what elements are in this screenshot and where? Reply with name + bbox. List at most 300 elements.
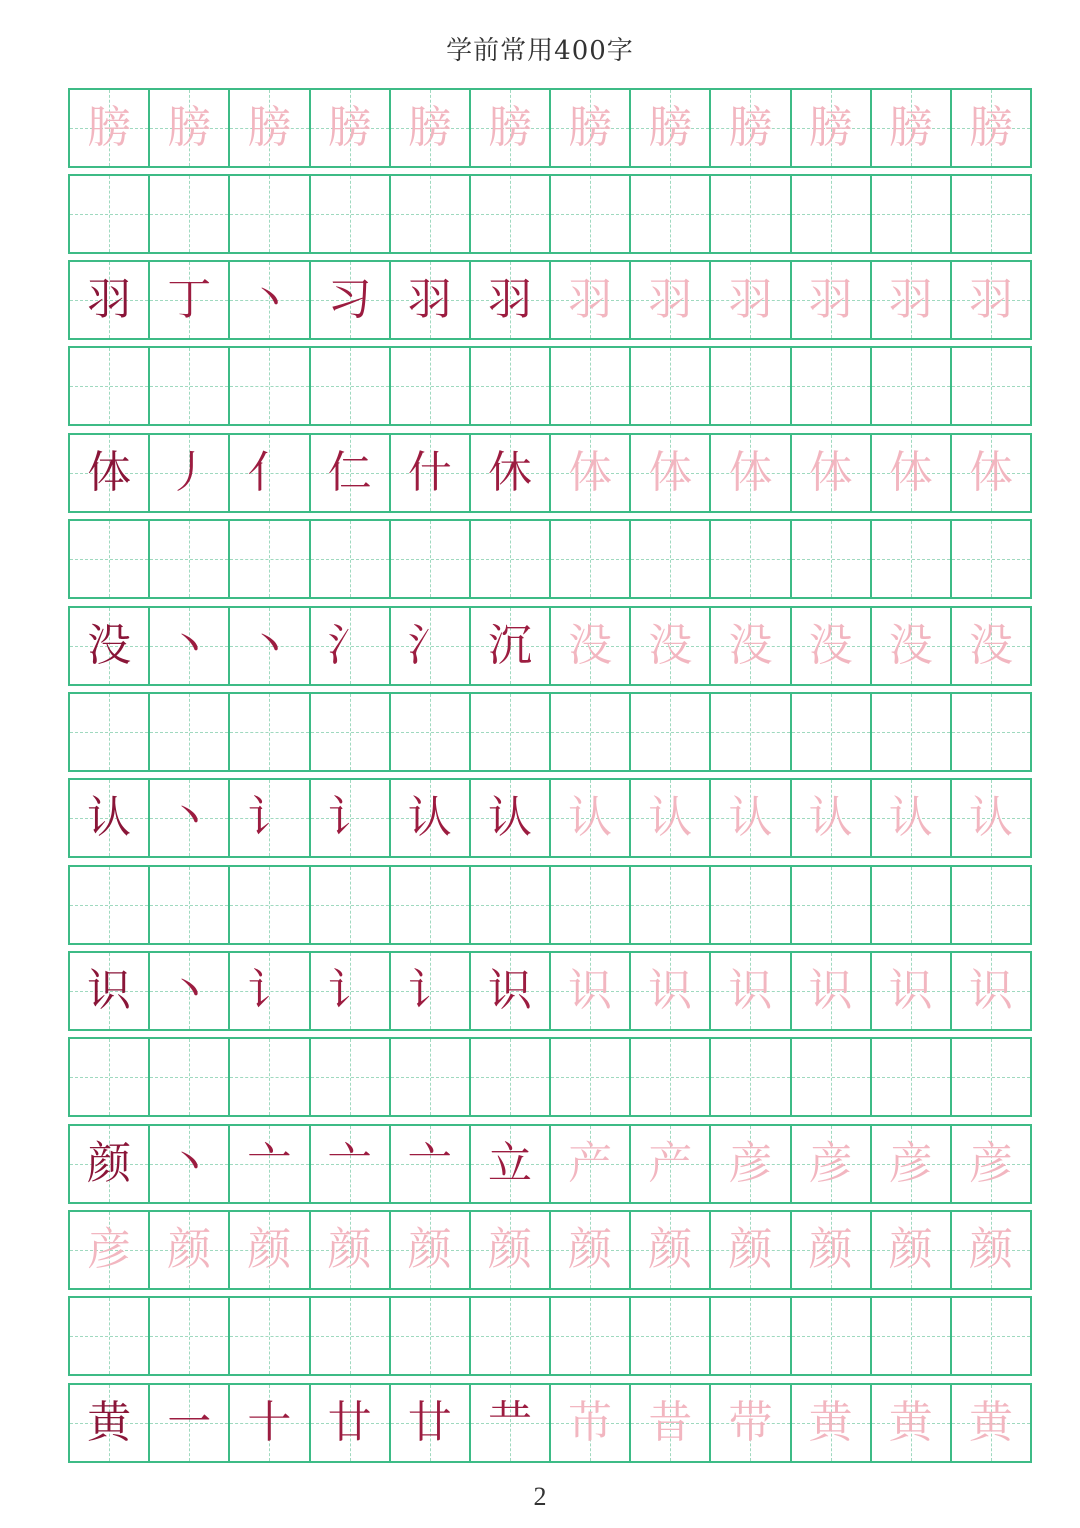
empty-writing-cell[interactable] (311, 348, 391, 424)
trace-cell (230, 90, 310, 166)
empty-writing-cell[interactable] (711, 694, 791, 770)
trace-character: 颜 (327, 1224, 372, 1275)
stroke-step-character: 黄 (808, 1397, 853, 1448)
trace-character: 颜 (888, 1224, 933, 1275)
stroke-step-character: 羽 (648, 274, 693, 325)
empty-writing-cell[interactable] (631, 867, 711, 943)
trace-cell (150, 90, 230, 166)
empty-writing-cell[interactable] (952, 1039, 1030, 1115)
stroke-step-character: 氵 (407, 620, 452, 671)
empty-writing-cell[interactable] (952, 176, 1030, 252)
model-character: 认 (87, 792, 132, 843)
character-row (68, 1210, 1032, 1290)
stroke-step-cell (391, 1126, 471, 1202)
empty-writing-cell[interactable] (471, 867, 551, 943)
stroke-step-cell (792, 1126, 872, 1202)
stroke-step-cell (872, 1385, 952, 1461)
empty-writing-cell[interactable] (711, 1298, 791, 1374)
stroke-step-character: 龷 (487, 1397, 532, 1448)
trace-cell (551, 1212, 631, 1288)
trace-character: 膀 (247, 102, 292, 153)
empty-writing-cell[interactable] (792, 694, 872, 770)
trace-cell (711, 1212, 791, 1288)
empty-writing-cell[interactable] (872, 348, 952, 424)
empty-writing-cell[interactable] (631, 348, 711, 424)
stroke-step-character: 讠 (247, 792, 292, 843)
empty-writing-cell[interactable] (631, 176, 711, 252)
empty-writing-cell[interactable] (230, 694, 310, 770)
stroke-step-cell (551, 435, 631, 511)
stroke-step-character: 丶 (167, 792, 212, 843)
blank-practice-row (68, 865, 1032, 945)
character-row (68, 88, 1032, 168)
trace-cell (311, 90, 391, 166)
stroke-step-character: 识 (808, 965, 853, 1016)
trace-character: 颜 (407, 1224, 452, 1275)
model-character: 没 (87, 620, 132, 671)
trace-cell (230, 1212, 310, 1288)
stroke-step-cell (872, 262, 952, 338)
trace-character: 膀 (808, 102, 853, 153)
empty-writing-cell[interactable] (471, 176, 551, 252)
empty-writing-cell[interactable] (792, 867, 872, 943)
trace-character: 膀 (888, 102, 933, 153)
stroke-step-cell (391, 1385, 471, 1461)
trace-cell (952, 90, 1030, 166)
trace-cell (551, 90, 631, 166)
stroke-step-character: 没 (568, 620, 613, 671)
stroke-step-cell (711, 1126, 791, 1202)
stroke-step-character: 仁 (327, 447, 372, 498)
empty-writing-cell[interactable] (391, 1039, 471, 1115)
stroke-step-cell (952, 1385, 1030, 1461)
stroke-step-character: 体 (728, 447, 773, 498)
trace-character: 膀 (968, 102, 1013, 153)
stroke-step-character: 廿 (327, 1397, 372, 1448)
stroke-step-cell (311, 1385, 391, 1461)
stroke-step-character: 认 (648, 792, 693, 843)
empty-writing-cell[interactable] (711, 867, 791, 943)
empty-writing-cell[interactable] (311, 867, 391, 943)
stroke-step-character: 羽 (487, 274, 532, 325)
empty-writing-cell[interactable] (551, 1298, 631, 1374)
trace-character: 膀 (87, 102, 132, 153)
stroke-step-cell (551, 608, 631, 684)
stroke-step-cell (311, 1126, 391, 1202)
empty-writing-cell[interactable] (391, 521, 471, 597)
stroke-step-cell (150, 435, 230, 511)
stroke-step-cell (872, 435, 952, 511)
empty-writing-cell[interactable] (70, 521, 150, 597)
empty-writing-cell[interactable] (311, 1298, 391, 1374)
empty-writing-cell[interactable] (711, 1039, 791, 1115)
stroke-step-cell (792, 953, 872, 1029)
empty-writing-cell[interactable] (391, 867, 471, 943)
stroke-step-cell (471, 435, 551, 511)
stroke-step-cell (872, 1126, 952, 1202)
stroke-step-cell (150, 1126, 230, 1202)
stroke-step-character: 认 (728, 792, 773, 843)
stroke-step-cell (471, 1385, 551, 1461)
stroke-step-cell (311, 953, 391, 1029)
stroke-step-character: 认 (487, 792, 532, 843)
stroke-step-character: 羽 (407, 274, 452, 325)
stroke-step-character: 彦 (968, 1138, 1013, 1189)
stroke-step-character: 没 (648, 620, 693, 671)
empty-writing-cell[interactable] (150, 176, 230, 252)
empty-writing-cell[interactable] (391, 694, 471, 770)
stroke-step-character: 产 (648, 1138, 693, 1189)
blank-practice-row (68, 519, 1032, 599)
stroke-step-cell (792, 608, 872, 684)
stroke-step-character: 彦 (728, 1138, 773, 1189)
stroke-step-cell (792, 780, 872, 856)
trace-character: 颜 (568, 1224, 613, 1275)
empty-writing-cell[interactable] (150, 521, 230, 597)
stroke-step-character: 识 (968, 965, 1013, 1016)
trace-cell (792, 1212, 872, 1288)
stroke-step-character: 识 (728, 965, 773, 1016)
model-character: 黄 (87, 1397, 132, 1448)
stroke-step-character: 芇 (568, 1397, 613, 1448)
stroke-step-character: 习 (327, 274, 372, 325)
empty-writing-cell[interactable] (872, 521, 952, 597)
empty-writing-cell[interactable] (391, 1298, 471, 1374)
character-row (68, 778, 1032, 858)
empty-writing-cell[interactable] (952, 694, 1030, 770)
stroke-step-cell (230, 953, 310, 1029)
empty-writing-cell[interactable] (311, 1039, 391, 1115)
model-character: 识 (87, 965, 132, 1016)
stroke-step-cell (311, 435, 391, 511)
stroke-step-cell (471, 262, 551, 338)
stroke-step-character: 羽 (568, 274, 613, 325)
model-character: 颜 (87, 1138, 132, 1189)
stroke-step-character: 讠 (407, 965, 452, 1016)
model-character-cell (70, 435, 150, 511)
stroke-step-cell (391, 780, 471, 856)
empty-writing-cell[interactable] (711, 176, 791, 252)
blank-practice-row (68, 692, 1032, 772)
stroke-step-character: 氵 (327, 620, 372, 671)
stroke-step-character: 丿 (167, 447, 212, 498)
model-character: 羽 (87, 274, 132, 325)
stroke-step-cell (391, 435, 471, 511)
stroke-step-cell (311, 262, 391, 338)
page-title: 学前常用400字 (446, 36, 634, 66)
blank-practice-row (68, 174, 1032, 254)
stroke-step-character: 彦 (808, 1138, 853, 1189)
stroke-step-cell (711, 608, 791, 684)
blank-practice-row (68, 1296, 1032, 1376)
stroke-step-cell (471, 780, 551, 856)
stroke-step-cell (711, 262, 791, 338)
empty-writing-cell[interactable] (792, 176, 872, 252)
trace-character: 膀 (568, 102, 613, 153)
empty-writing-cell[interactable] (792, 1039, 872, 1115)
trace-cell (631, 1212, 711, 1288)
stroke-step-cell (631, 953, 711, 1029)
stroke-step-cell (391, 953, 471, 1029)
empty-writing-cell[interactable] (150, 1039, 230, 1115)
stroke-step-cell (230, 262, 310, 338)
stroke-step-cell (551, 262, 631, 338)
trace-cell (952, 1212, 1030, 1288)
stroke-step-character: 黄 (968, 1397, 1013, 1448)
stroke-step-character: 讠 (247, 965, 292, 1016)
empty-writing-cell[interactable] (70, 694, 150, 770)
empty-writing-cell[interactable] (551, 867, 631, 943)
stroke-step-character: 立 (487, 1138, 532, 1189)
stroke-step-character: 认 (568, 792, 613, 843)
trace-cell (471, 1212, 551, 1288)
model-character-cell (70, 262, 150, 338)
model-character: 体 (87, 447, 132, 498)
trace-character: 膀 (327, 102, 372, 153)
stroke-step-character: 带 (728, 1397, 773, 1448)
page-number: 2 (533, 1482, 547, 1511)
stroke-step-character: 产 (568, 1138, 613, 1189)
empty-writing-cell[interactable] (471, 521, 551, 597)
stroke-step-character: 没 (808, 620, 853, 671)
stroke-step-cell (952, 953, 1030, 1029)
empty-writing-cell[interactable] (150, 867, 230, 943)
stroke-step-cell (631, 608, 711, 684)
stroke-step-character: 识 (888, 965, 933, 1016)
stroke-step-character: 体 (808, 447, 853, 498)
empty-writing-cell[interactable] (471, 1039, 551, 1115)
stroke-step-character: 丶 (167, 1138, 212, 1189)
stroke-step-character: 识 (487, 965, 532, 1016)
stroke-step-cell (872, 780, 952, 856)
trace-character: 颜 (648, 1224, 693, 1275)
empty-writing-cell[interactable] (150, 348, 230, 424)
character-row (68, 260, 1032, 340)
stroke-step-cell (952, 1126, 1030, 1202)
empty-writing-cell[interactable] (631, 1039, 711, 1115)
stroke-step-cell (471, 1126, 551, 1202)
stroke-step-cell (631, 1126, 711, 1202)
stroke-step-character: 丶 (167, 620, 212, 671)
stroke-step-cell (631, 435, 711, 511)
empty-writing-cell[interactable] (230, 348, 310, 424)
stroke-step-character: 没 (728, 620, 773, 671)
stroke-step-character: 讠 (327, 792, 372, 843)
empty-writing-cell[interactable] (150, 694, 230, 770)
empty-writing-cell[interactable] (952, 521, 1030, 597)
blank-practice-row (68, 1037, 1032, 1117)
stroke-step-cell (230, 780, 310, 856)
empty-writing-cell[interactable] (70, 1039, 150, 1115)
blank-practice-row (68, 346, 1032, 426)
stroke-step-cell (230, 608, 310, 684)
stroke-step-cell (150, 262, 230, 338)
stroke-step-character: 体 (888, 447, 933, 498)
stroke-step-cell (230, 435, 310, 511)
empty-writing-cell[interactable] (952, 348, 1030, 424)
empty-writing-cell[interactable] (792, 521, 872, 597)
stroke-step-character: 十 (247, 1397, 292, 1448)
stroke-step-cell (792, 435, 872, 511)
stroke-step-cell (551, 953, 631, 1029)
trace-character: 膀 (167, 102, 212, 153)
empty-writing-cell[interactable] (70, 867, 150, 943)
stroke-step-character: 丁 (167, 274, 212, 325)
trace-character: 颜 (247, 1224, 292, 1275)
empty-writing-cell[interactable] (872, 867, 952, 943)
stroke-step-cell (711, 1385, 791, 1461)
stroke-step-character: 丶 (247, 620, 292, 671)
trace-cell (391, 90, 471, 166)
stroke-step-cell (471, 953, 551, 1029)
empty-writing-cell[interactable] (70, 1298, 150, 1374)
empty-writing-cell[interactable] (551, 521, 631, 597)
stroke-step-character: 羽 (728, 274, 773, 325)
stroke-step-cell (150, 1385, 230, 1461)
empty-writing-cell[interactable] (631, 694, 711, 770)
stroke-step-character: 沉 (487, 620, 532, 671)
trace-character: 颜 (167, 1224, 212, 1275)
stroke-step-character: 体 (568, 447, 613, 498)
empty-writing-cell[interactable] (391, 176, 471, 252)
empty-writing-cell[interactable] (311, 694, 391, 770)
trace-character: 颜 (968, 1224, 1013, 1275)
trace-cell (391, 1212, 471, 1288)
empty-writing-cell[interactable] (551, 348, 631, 424)
stroke-step-cell (952, 780, 1030, 856)
empty-writing-cell[interactable] (471, 348, 551, 424)
stroke-step-character: 一 (167, 1397, 212, 1448)
empty-writing-cell[interactable] (551, 1039, 631, 1115)
stroke-step-character: 没 (968, 620, 1013, 671)
stroke-step-character: 亻 (247, 447, 292, 498)
trace-character: 彦 (87, 1224, 132, 1275)
empty-writing-cell[interactable] (311, 521, 391, 597)
stroke-step-cell (391, 608, 471, 684)
stroke-step-character: 彦 (888, 1138, 933, 1189)
stroke-step-cell (711, 780, 791, 856)
empty-writing-cell[interactable] (70, 176, 150, 252)
empty-writing-cell[interactable] (391, 348, 471, 424)
stroke-step-cell (631, 1385, 711, 1461)
stroke-step-cell (230, 1385, 310, 1461)
trace-character: 颜 (808, 1224, 853, 1275)
trace-cell (872, 90, 952, 166)
trace-cell (150, 1212, 230, 1288)
empty-writing-cell[interactable] (792, 1298, 872, 1374)
stroke-step-cell (792, 262, 872, 338)
stroke-step-character: 羽 (808, 274, 853, 325)
stroke-step-cell (230, 1126, 310, 1202)
trace-character: 颜 (487, 1224, 532, 1275)
empty-writing-cell[interactable] (230, 176, 310, 252)
stroke-step-character: 廿 (407, 1397, 452, 1448)
stroke-step-character: 羽 (888, 274, 933, 325)
stroke-step-cell (631, 262, 711, 338)
stroke-step-character: 丶 (247, 274, 292, 325)
stroke-step-cell (311, 608, 391, 684)
stroke-step-character: 没 (888, 620, 933, 671)
empty-writing-cell[interactable] (551, 694, 631, 770)
stroke-step-character: 体 (648, 447, 693, 498)
empty-writing-cell[interactable] (872, 176, 952, 252)
stroke-step-cell (872, 953, 952, 1029)
trace-cell (631, 90, 711, 166)
stroke-step-character: 体 (968, 447, 1013, 498)
empty-writing-cell[interactable] (230, 1298, 310, 1374)
stroke-step-character: 亠 (407, 1138, 452, 1189)
stroke-step-cell (551, 1126, 631, 1202)
trace-character: 膀 (407, 102, 452, 153)
model-character-cell (70, 780, 150, 856)
empty-writing-cell[interactable] (872, 694, 952, 770)
empty-writing-cell[interactable] (551, 176, 631, 252)
stroke-step-character: 识 (648, 965, 693, 1016)
stroke-step-character: 讠 (327, 965, 372, 1016)
trace-character: 膀 (487, 102, 532, 153)
stroke-step-character: 认 (888, 792, 933, 843)
empty-writing-cell[interactable] (872, 1298, 952, 1374)
empty-writing-cell[interactable] (150, 1298, 230, 1374)
stroke-step-cell (872, 608, 952, 684)
empty-writing-cell[interactable] (952, 867, 1030, 943)
trace-cell (70, 1212, 150, 1288)
model-character-cell (70, 1385, 150, 1461)
empty-writing-cell[interactable] (872, 1039, 952, 1115)
trace-character: 颜 (728, 1224, 773, 1275)
empty-writing-cell[interactable] (230, 1039, 310, 1115)
stroke-step-cell (711, 435, 791, 511)
stroke-step-character: 羽 (968, 274, 1013, 325)
character-row (68, 606, 1032, 686)
stroke-step-cell (551, 1385, 631, 1461)
empty-writing-cell[interactable] (471, 694, 551, 770)
empty-writing-cell[interactable] (230, 867, 310, 943)
stroke-step-cell (311, 780, 391, 856)
trace-character: 膀 (648, 102, 693, 153)
character-row (68, 951, 1032, 1031)
stroke-step-cell (150, 780, 230, 856)
empty-writing-cell[interactable] (471, 1298, 551, 1374)
empty-writing-cell[interactable] (952, 1298, 1030, 1374)
empty-writing-cell[interactable] (631, 1298, 711, 1374)
empty-writing-cell[interactable] (70, 348, 150, 424)
stroke-step-character: 黄 (888, 1397, 933, 1448)
empty-writing-cell[interactable] (230, 521, 310, 597)
stroke-step-character: 认 (808, 792, 853, 843)
stroke-step-character: 休 (487, 447, 532, 498)
empty-writing-cell[interactable] (711, 348, 791, 424)
stroke-step-cell (792, 1385, 872, 1461)
character-row (68, 1124, 1032, 1204)
stroke-step-cell (391, 262, 471, 338)
stroke-step-character: 昔 (648, 1397, 693, 1448)
stroke-step-cell (631, 780, 711, 856)
trace-cell (711, 90, 791, 166)
empty-writing-cell[interactable] (631, 521, 711, 597)
empty-writing-cell[interactable] (711, 521, 791, 597)
stroke-step-character: 亠 (247, 1138, 292, 1189)
stroke-step-character: 什 (407, 447, 452, 498)
empty-writing-cell[interactable] (311, 176, 391, 252)
empty-writing-cell[interactable] (792, 348, 872, 424)
stroke-step-cell (150, 953, 230, 1029)
trace-cell (471, 90, 551, 166)
trace-cell (872, 1212, 952, 1288)
stroke-step-cell (150, 608, 230, 684)
trace-cell (792, 90, 872, 166)
stroke-step-cell (471, 608, 551, 684)
